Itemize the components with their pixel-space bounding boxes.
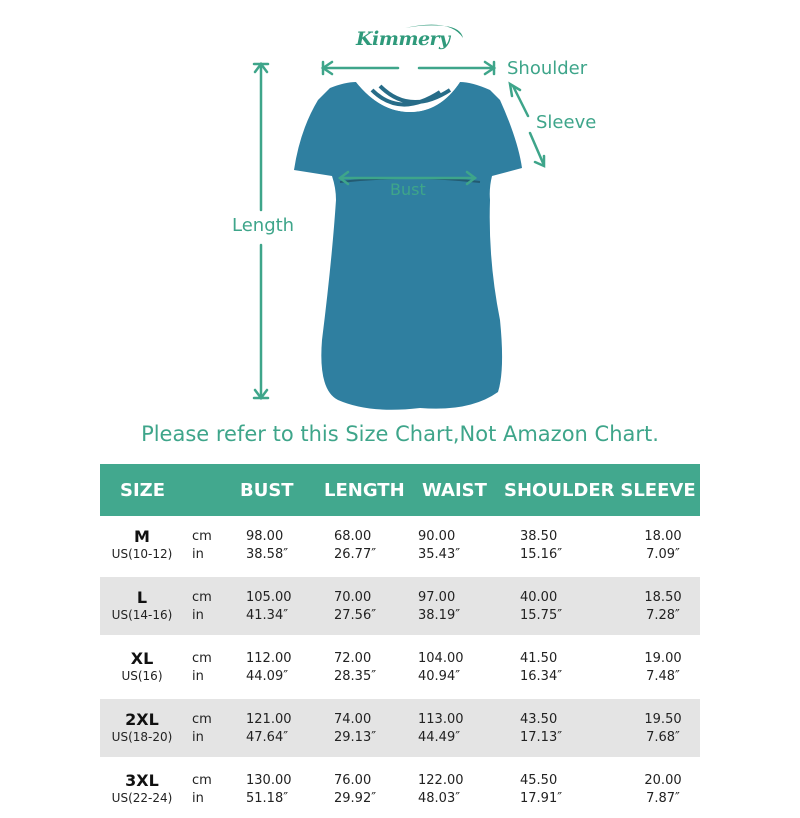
length-in: 29.13″ <box>334 729 377 745</box>
length-in: 26.77″ <box>334 546 377 562</box>
unit-in: in <box>192 790 204 806</box>
waist-in: 35.43″ <box>418 546 461 562</box>
length-in: 28.35″ <box>334 668 377 684</box>
waist-cm: 122.00 <box>418 772 464 788</box>
shoulder-label: Shoulder <box>507 58 588 79</box>
unit-in: in <box>192 546 204 562</box>
unit-in: in <box>192 668 204 684</box>
length-cm: 76.00 <box>334 772 372 788</box>
size-us: US(16) <box>121 668 163 683</box>
unit-in: in <box>192 729 204 745</box>
bust-cm: 98.00 <box>246 528 284 544</box>
unit-in: in <box>192 607 204 623</box>
length-in: 27.56″ <box>334 607 377 623</box>
shoulder-cm: 43.50 <box>520 711 558 727</box>
size-chart-note: Please refer to this Size Chart,Not Amazon Chart. <box>141 422 659 446</box>
bust-in: 47.64″ <box>246 729 289 745</box>
sleeve-cm: 18.50 <box>644 589 682 605</box>
size-name: L <box>136 587 148 607</box>
length-cm: 74.00 <box>334 711 372 727</box>
header-shoulder: SHOULDER <box>504 479 615 501</box>
size-name: 3XL <box>125 770 159 790</box>
header-bust: BUST <box>240 479 294 501</box>
table-row <box>100 516 700 574</box>
sleeve-cm: 20.00 <box>644 772 682 788</box>
sleeve-in: 7.87″ <box>646 790 680 806</box>
waist-in: 40.94″ <box>418 668 461 684</box>
table-row <box>100 760 700 818</box>
unit-cm: cm <box>192 589 212 605</box>
sleeve-in: 7.68″ <box>646 729 680 745</box>
sleeve-in: 7.48″ <box>646 668 680 684</box>
header-waist: WAIST <box>422 479 487 501</box>
sleeve-cm: 19.00 <box>644 650 682 666</box>
table-row <box>100 699 700 757</box>
waist-in: 38.19″ <box>418 607 461 623</box>
sleeve-cm: 19.50 <box>644 711 682 727</box>
table-row <box>100 577 700 635</box>
shoulder-cm: 45.50 <box>520 772 558 788</box>
size-us: US(22-24) <box>111 790 173 805</box>
bust-cm: 105.00 <box>246 589 292 605</box>
sleeve-in: 7.28″ <box>646 607 680 623</box>
bust-cm: 112.00 <box>246 650 292 666</box>
size-us: US(18-20) <box>111 729 173 744</box>
length-in: 29.92″ <box>334 790 377 806</box>
unit-cm: cm <box>192 772 212 788</box>
length-cm: 68.00 <box>334 528 372 544</box>
size-name: M <box>134 526 150 546</box>
shoulder-cm: 41.50 <box>520 650 558 666</box>
size-name: 2XL <box>125 709 159 729</box>
tshirt-illustration <box>294 82 522 410</box>
shoulder-in: 16.34″ <box>520 668 563 684</box>
sleeve-label: Sleeve <box>536 112 597 133</box>
length-cm: 70.00 <box>334 589 372 605</box>
size-chart-table <box>100 464 700 818</box>
bust-in: 44.09″ <box>246 668 289 684</box>
waist-in: 48.03″ <box>418 790 461 806</box>
table-row <box>100 638 700 696</box>
shoulder-in: 15.16″ <box>520 546 563 562</box>
bust-in: 38.58″ <box>246 546 289 562</box>
brand-logo: Kimmery <box>356 28 450 50</box>
header-size: SIZE <box>120 479 166 501</box>
sleeve-cm: 18.00 <box>644 528 682 544</box>
waist-cm: 113.00 <box>418 711 464 727</box>
waist-cm: 97.00 <box>418 589 456 605</box>
header-sleeve: SLEEVE <box>620 479 696 501</box>
size-us: US(10-12) <box>111 546 173 561</box>
shoulder-cm: 38.50 <box>520 528 558 544</box>
bust-in: 41.34″ <box>246 607 289 623</box>
bust-in: 51.18″ <box>246 790 289 806</box>
table-header <box>100 464 700 516</box>
unit-cm: cm <box>192 711 212 727</box>
bust-label: Bust <box>390 180 426 199</box>
unit-cm: cm <box>192 650 212 666</box>
header-length: LENGTH <box>324 479 405 501</box>
length-cm: 72.00 <box>334 650 372 666</box>
shoulder-in: 15.75″ <box>520 607 563 623</box>
unit-cm: cm <box>192 528 212 544</box>
waist-in: 44.49″ <box>418 729 461 745</box>
size-name: XL <box>130 648 154 668</box>
waist-cm: 90.00 <box>418 528 456 544</box>
length-label: Length <box>232 215 295 236</box>
shoulder-cm: 40.00 <box>520 589 558 605</box>
size-us: US(14-16) <box>111 607 173 622</box>
shoulder-in: 17.91″ <box>520 790 563 806</box>
bust-cm: 130.00 <box>246 772 292 788</box>
waist-cm: 104.00 <box>418 650 464 666</box>
shoulder-in: 17.13″ <box>520 729 563 745</box>
sleeve-in: 7.09″ <box>646 546 680 562</box>
bust-cm: 121.00 <box>246 711 292 727</box>
